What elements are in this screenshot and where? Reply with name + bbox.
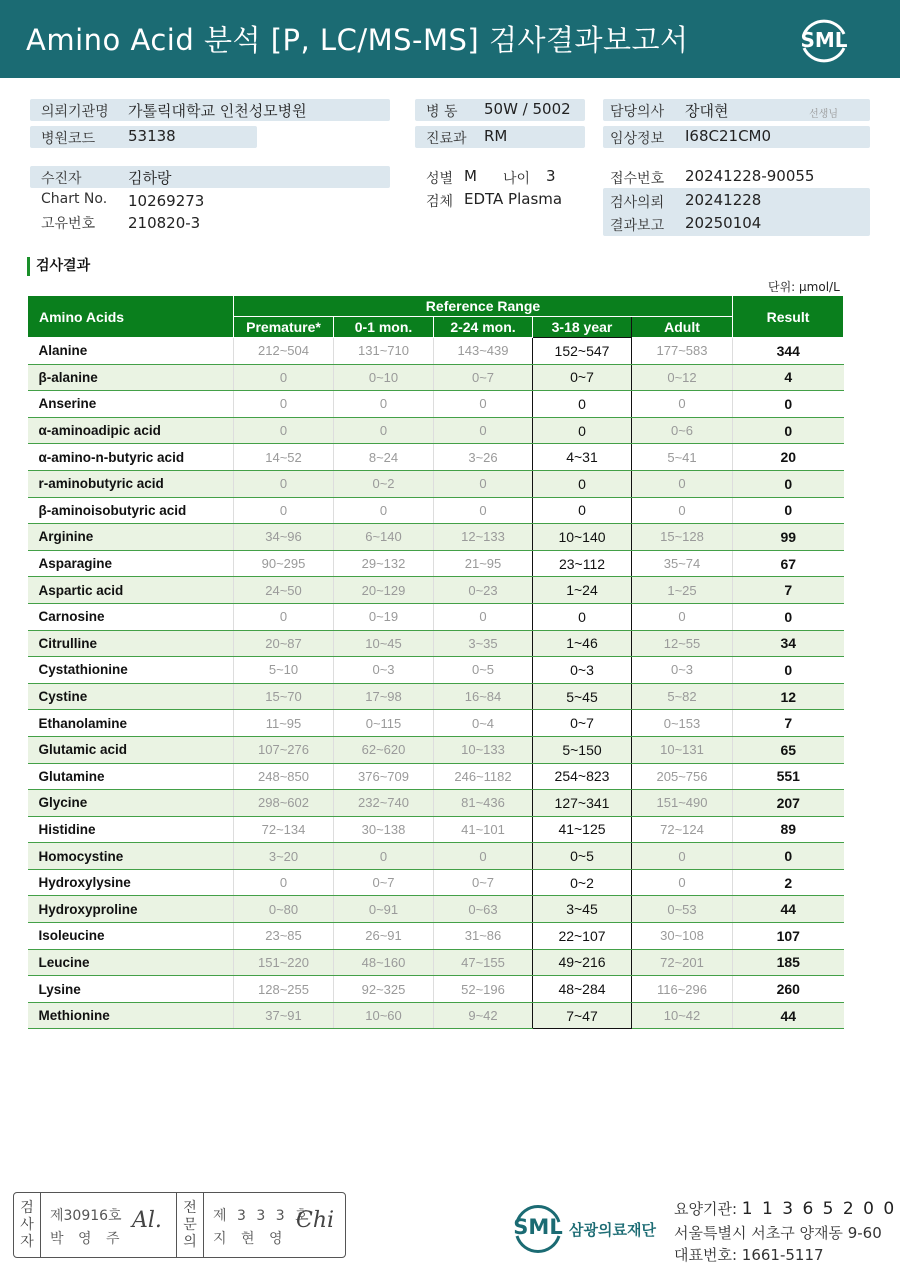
ref-2-24-mon: 12~133 — [434, 524, 533, 551]
ref-3-18-year: 127~341 — [533, 790, 632, 817]
table-row — [28, 949, 844, 976]
report-header — [0, 0, 900, 78]
ref-2-24-mon: 3~35 — [434, 630, 533, 657]
ref-adult: 116~296 — [632, 976, 733, 1003]
result-value: 207 — [733, 790, 844, 817]
ref-2-24-mon: 0~7 — [434, 364, 533, 391]
ref-3-18-year: 0 — [533, 603, 632, 630]
amino-acid-name: Leucine — [28, 949, 234, 976]
header-2-24-mon: 2-24 mon. — [434, 317, 533, 338]
ref-0-1-mon: 17~98 — [334, 683, 434, 710]
ref-adult: 10~131 — [632, 736, 733, 763]
patient-value: 김하랑 — [128, 169, 172, 187]
phone-label: 대표번호: — [674, 1246, 738, 1264]
ref-2-24-mon: 0~4 — [434, 710, 533, 737]
ref-2-24-mon: 246~1182 — [434, 763, 533, 790]
ref-0-1-mon: 376~709 — [334, 763, 434, 790]
ref-premature: 107~276 — [234, 736, 334, 763]
ref-2-24-mon: 0~23 — [434, 577, 533, 604]
receipt-label: 접수번호 — [610, 171, 665, 187]
ref-0-1-mon: 0~3 — [334, 657, 434, 684]
ref-adult: 35~74 — [632, 550, 733, 577]
ref-adult: 0 — [632, 869, 733, 896]
table-row — [28, 444, 844, 471]
ref-0-1-mon: 0 — [334, 843, 434, 870]
table-row — [28, 816, 844, 843]
specialist-label-char: 문 — [183, 1217, 197, 1233]
ref-2-24-mon: 0 — [434, 391, 533, 418]
ref-2-24-mon: 0 — [434, 497, 533, 524]
care-number: 1 1 3 6 5 2 0 0 — [741, 1199, 897, 1219]
amino-acid-name: Homocystine — [28, 843, 234, 870]
ref-3-18-year: 23~112 — [533, 550, 632, 577]
amino-acid-name: α-aminoadipic acid — [28, 417, 234, 444]
specialist-label-char: 의 — [183, 1234, 197, 1250]
header-3-18-year: 3-18 year — [533, 317, 632, 338]
result-value: 551 — [733, 763, 844, 790]
amino-acid-name: Methionine — [28, 1002, 234, 1029]
table-row — [28, 577, 844, 604]
divider — [203, 1193, 204, 1257]
specimen-value: EDTA Plasma — [464, 190, 563, 208]
ref-adult: 72~201 — [632, 949, 733, 976]
ref-adult: 151~490 — [632, 790, 733, 817]
ref-3-18-year: 0 — [533, 470, 632, 497]
ref-3-18-year: 5~45 — [533, 683, 632, 710]
patient-row-bg — [30, 166, 390, 188]
ref-adult: 0~153 — [632, 710, 733, 737]
results-table — [27, 295, 844, 1029]
report-title: Amino Acid 분석 [P, LC/MS-MS] 검사결과보고서 — [26, 23, 689, 57]
age-label: 나이 — [503, 171, 531, 187]
ref-2-24-mon: 21~95 — [434, 550, 533, 577]
ref-premature: 0~80 — [234, 896, 334, 923]
report-date-value: 20250104 — [685, 214, 762, 232]
ref-0-1-mon: 10~45 — [334, 630, 434, 657]
header-reference-range: Reference Range — [234, 296, 733, 317]
ref-premature: 37~91 — [234, 1002, 334, 1029]
ref-3-18-year: 10~140 — [533, 524, 632, 551]
ref-premature: 0 — [234, 417, 334, 444]
amino-acid-name: Carnosine — [28, 603, 234, 630]
ref-2-24-mon: 0~63 — [434, 896, 533, 923]
ref-2-24-mon: 0~7 — [434, 869, 533, 896]
clinical-label: 임상정보 — [610, 131, 665, 147]
ref-premature: 212~504 — [234, 338, 334, 365]
ref-premature: 0 — [234, 869, 334, 896]
ref-adult: 0~6 — [632, 417, 733, 444]
hospital-code-label: 병원코드 — [41, 131, 96, 147]
inspector-label-char: 자 — [20, 1234, 34, 1250]
unique-label: 고유번호 — [41, 216, 96, 232]
table-row — [28, 869, 844, 896]
table-row — [28, 417, 844, 444]
ref-3-18-year: 0~5 — [533, 843, 632, 870]
institution-value: 가톨릭대학교 인천성모병원 — [128, 102, 307, 120]
amino-acid-name: Glutamine — [28, 763, 234, 790]
ref-3-18-year: 5~150 — [533, 736, 632, 763]
signature-box — [13, 1192, 346, 1258]
ref-premature: 0 — [234, 497, 334, 524]
ref-0-1-mon: 0~91 — [334, 896, 434, 923]
header-amino-acids: Amino Acids — [28, 296, 234, 338]
result-value: 44 — [733, 1002, 844, 1029]
table-row — [28, 763, 844, 790]
table-row — [28, 338, 844, 365]
ref-premature: 0 — [234, 364, 334, 391]
specialist-signature: Chi — [296, 1208, 335, 1233]
ref-adult: 30~108 — [632, 923, 733, 950]
amino-acid-name: Isoleucine — [28, 923, 234, 950]
institution-label: 의뢰기관명 — [41, 104, 109, 120]
ref-premature: 0 — [234, 470, 334, 497]
ref-2-24-mon: 0 — [434, 417, 533, 444]
ref-premature: 15~70 — [234, 683, 334, 710]
unique-value: 210820-3 — [128, 214, 201, 232]
amino-acid-name: α-amino-n-butyric acid — [28, 444, 234, 471]
ref-2-24-mon: 31~86 — [434, 923, 533, 950]
ref-premature: 5~10 — [234, 657, 334, 684]
ref-3-18-year: 254~823 — [533, 763, 632, 790]
table-row — [28, 896, 844, 923]
ref-adult: 0 — [632, 603, 733, 630]
sml-logo-icon — [796, 12, 852, 68]
result-value: 44 — [733, 896, 844, 923]
result-value: 0 — [733, 603, 844, 630]
ref-0-1-mon: 0~7 — [334, 869, 434, 896]
result-value: 0 — [733, 497, 844, 524]
amino-acid-name: Alanine — [28, 338, 234, 365]
ref-0-1-mon: 0 — [334, 391, 434, 418]
ref-3-18-year: 0~3 — [533, 657, 632, 684]
report-date-label: 결과보고 — [610, 218, 665, 234]
ref-adult: 0~12 — [632, 364, 733, 391]
table-row — [28, 603, 844, 630]
patient-label: 수진자 — [41, 171, 82, 187]
department-value: RM — [484, 127, 508, 145]
result-value: 7 — [733, 710, 844, 737]
unit-label: 단위: μmol/L — [768, 280, 840, 294]
ref-premature: 14~52 — [234, 444, 334, 471]
header-logo-text: SML — [800, 28, 848, 52]
ref-2-24-mon: 0 — [434, 843, 533, 870]
ref-0-1-mon: 26~91 — [334, 923, 434, 950]
ref-3-18-year: 0 — [533, 417, 632, 444]
table-row — [28, 1002, 844, 1029]
sex-label: 성별 — [426, 171, 454, 187]
result-value: 4 — [733, 364, 844, 391]
ref-3-18-year: 22~107 — [533, 923, 632, 950]
table-row — [28, 524, 844, 551]
ref-0-1-mon: 232~740 — [334, 790, 434, 817]
inspector-label-char: 검 — [20, 1200, 34, 1216]
section-title: 검사결과 — [27, 257, 90, 276]
amino-acid-name: Glutamic acid — [28, 736, 234, 763]
ref-premature: 24~50 — [234, 577, 334, 604]
amino-acid-name: Hydroxyproline — [28, 896, 234, 923]
amino-acid-name: Anserine — [28, 391, 234, 418]
inspector-number: 제30916호 — [50, 1208, 122, 1224]
table-row — [28, 710, 844, 737]
ref-2-24-mon: 0~5 — [434, 657, 533, 684]
ref-adult: 0 — [632, 497, 733, 524]
table-row — [28, 364, 844, 391]
table-row — [28, 550, 844, 577]
ref-2-24-mon: 52~196 — [434, 976, 533, 1003]
ref-premature: 151~220 — [234, 949, 334, 976]
inspector-name: 박 영 주 — [50, 1231, 125, 1247]
ref-3-18-year: 0~2 — [533, 869, 632, 896]
address: 서울특별시 서초구 양재동 9-60 — [674, 1224, 882, 1242]
ref-3-18-year: 1~46 — [533, 630, 632, 657]
ref-3-18-year: 41~125 — [533, 816, 632, 843]
ref-premature: 0 — [234, 391, 334, 418]
result-value: 0 — [733, 843, 844, 870]
amino-acid-name: β-alanine — [28, 364, 234, 391]
clinical-value: I68C21CM0 — [685, 127, 772, 145]
specialist-number: 제 3 3 3 호 — [213, 1208, 312, 1224]
doctor-value: 장대현 — [685, 102, 729, 120]
ref-0-1-mon: 0~2 — [334, 470, 434, 497]
result-value: 34 — [733, 630, 844, 657]
table-row — [28, 976, 844, 1003]
ref-0-1-mon: 6~140 — [334, 524, 434, 551]
result-value: 344 — [733, 338, 844, 365]
ref-adult: 12~55 — [632, 630, 733, 657]
ref-premature: 248~850 — [234, 763, 334, 790]
table-row — [28, 790, 844, 817]
receipt-value: 20241228-90055 — [685, 167, 815, 185]
amino-acid-name: Cystathionine — [28, 657, 234, 684]
specialist-vertical-label — [181, 1200, 199, 1251]
ward-label: 병 동 — [426, 104, 458, 120]
ref-3-18-year: 0 — [533, 497, 632, 524]
ref-0-1-mon: 0~10 — [334, 364, 434, 391]
care-number-line — [674, 1198, 896, 1219]
header-0-1-mon: 0-1 mon. — [334, 317, 434, 338]
sex-value: M — [464, 167, 477, 185]
ref-premature: 34~96 — [234, 524, 334, 551]
phone-line — [674, 1244, 824, 1265]
header-result: Result — [733, 296, 844, 338]
result-value: 0 — [733, 470, 844, 497]
result-value: 65 — [733, 736, 844, 763]
ref-adult: 0~53 — [632, 896, 733, 923]
ref-premature: 298~602 — [234, 790, 334, 817]
table-row — [28, 630, 844, 657]
header-premature: Premature* — [234, 317, 334, 338]
ref-premature: 3~20 — [234, 843, 334, 870]
ref-0-1-mon: 48~160 — [334, 949, 434, 976]
result-value: 260 — [733, 976, 844, 1003]
ref-premature: 0 — [234, 603, 334, 630]
table-row — [28, 497, 844, 524]
ref-2-24-mon: 10~133 — [434, 736, 533, 763]
doctor-label: 담당의사 — [610, 104, 665, 120]
ref-0-1-mon: 30~138 — [334, 816, 434, 843]
inspector-label-char: 사 — [20, 1217, 34, 1233]
hospital-code-value: 53138 — [128, 127, 176, 145]
result-value: 0 — [733, 391, 844, 418]
ref-3-18-year: 0~7 — [533, 710, 632, 737]
ref-3-18-year: 0 — [533, 391, 632, 418]
ref-0-1-mon: 92~325 — [334, 976, 434, 1003]
ref-2-24-mon: 41~101 — [434, 816, 533, 843]
ref-adult: 15~128 — [632, 524, 733, 551]
ref-0-1-mon: 0 — [334, 497, 434, 524]
ref-adult: 0 — [632, 391, 733, 418]
ref-adult: 72~124 — [632, 816, 733, 843]
ref-0-1-mon: 29~132 — [334, 550, 434, 577]
table-row — [28, 391, 844, 418]
ref-0-1-mon: 0~19 — [334, 603, 434, 630]
ref-adult: 205~756 — [632, 763, 733, 790]
ref-adult: 0 — [632, 470, 733, 497]
request-label: 검사의뢰 — [610, 195, 665, 211]
amino-acid-name: Aspartic acid — [28, 577, 234, 604]
ref-adult: 1~25 — [632, 577, 733, 604]
ref-3-18-year: 48~284 — [533, 976, 632, 1003]
amino-acid-name: β-aminoisobutyric acid — [28, 497, 234, 524]
result-value: 107 — [733, 923, 844, 950]
header-adult: Adult — [632, 317, 733, 338]
ref-premature: 20~87 — [234, 630, 334, 657]
result-value: 185 — [733, 949, 844, 976]
result-value: 0 — [733, 657, 844, 684]
ref-0-1-mon: 8~24 — [334, 444, 434, 471]
specialist-label-char: 전 — [183, 1200, 197, 1216]
ref-2-24-mon: 9~42 — [434, 1002, 533, 1029]
amino-acid-name: Hydroxylysine — [28, 869, 234, 896]
amino-acid-name: Arginine — [28, 524, 234, 551]
ref-3-18-year: 3~45 — [533, 896, 632, 923]
ref-3-18-year: 49~216 — [533, 949, 632, 976]
amino-acid-name: Citrulline — [28, 630, 234, 657]
care-label: 요양기관: — [674, 1200, 738, 1218]
foundation-logo-text: SML — [513, 1215, 563, 1239]
ref-2-24-mon: 143~439 — [434, 338, 533, 365]
department-label: 진료과 — [426, 131, 467, 147]
ref-adult: 5~41 — [632, 444, 733, 471]
result-value: 99 — [733, 524, 844, 551]
ref-premature: 90~295 — [234, 550, 334, 577]
divider — [40, 1193, 41, 1257]
amino-acid-name: Glycine — [28, 790, 234, 817]
age-value: 3 — [546, 167, 556, 185]
result-value: 7 — [733, 577, 844, 604]
ref-adult: 10~42 — [632, 1002, 733, 1029]
ref-2-24-mon: 0 — [434, 470, 533, 497]
amino-acid-name: r-aminobutyric acid — [28, 470, 234, 497]
ref-3-18-year: 7~47 — [533, 1002, 632, 1029]
result-value: 89 — [733, 816, 844, 843]
ref-0-1-mon: 0~115 — [334, 710, 434, 737]
ref-2-24-mon: 81~436 — [434, 790, 533, 817]
specialist-name: 지 현 영 — [213, 1231, 288, 1247]
ref-3-18-year: 0~7 — [533, 364, 632, 391]
results-body — [28, 338, 844, 1029]
table-row — [28, 657, 844, 684]
foundation-logo-icon — [510, 1200, 565, 1255]
inspector-vertical-label — [18, 1200, 36, 1251]
ref-adult: 0~3 — [632, 657, 733, 684]
ref-0-1-mon: 131~710 — [334, 338, 434, 365]
ref-2-24-mon: 47~155 — [434, 949, 533, 976]
divider — [176, 1193, 177, 1257]
amino-acid-name: Histidine — [28, 816, 234, 843]
ref-3-18-year: 152~547 — [533, 338, 632, 365]
ref-premature: 23~85 — [234, 923, 334, 950]
table-row — [28, 683, 844, 710]
inspector-signature: Al. — [132, 1208, 162, 1233]
specimen-label: 검체 — [426, 194, 454, 210]
table-row — [28, 470, 844, 497]
ref-0-1-mon: 0 — [334, 417, 434, 444]
ref-adult: 5~82 — [632, 683, 733, 710]
amino-acid-name: Lysine — [28, 976, 234, 1003]
phone-number: 1661-5117 — [741, 1246, 824, 1264]
ref-adult: 0 — [632, 843, 733, 870]
ref-0-1-mon: 20~129 — [334, 577, 434, 604]
result-value: 2 — [733, 869, 844, 896]
ref-0-1-mon: 62~620 — [334, 736, 434, 763]
chart-value: 10269273 — [128, 192, 205, 210]
result-value: 0 — [733, 417, 844, 444]
ref-premature: 128~255 — [234, 976, 334, 1003]
table-row — [28, 736, 844, 763]
result-value: 67 — [733, 550, 844, 577]
amino-acid-name: Cystine — [28, 683, 234, 710]
ref-premature: 11~95 — [234, 710, 334, 737]
request-value: 20241228 — [685, 191, 762, 209]
result-value: 12 — [733, 683, 844, 710]
result-value: 20 — [733, 444, 844, 471]
ref-0-1-mon: 10~60 — [334, 1002, 434, 1029]
amino-acid-name: Asparagine — [28, 550, 234, 577]
ward-value: 50W / 5002 — [484, 100, 571, 118]
amino-acid-name: Ethanolamine — [28, 710, 234, 737]
ref-2-24-mon: 0 — [434, 603, 533, 630]
ref-adult: 177~583 — [632, 338, 733, 365]
chart-label: Chart No. — [41, 191, 108, 207]
ref-3-18-year: 4~31 — [533, 444, 632, 471]
doctor-suffix: 선생님 — [809, 109, 838, 120]
foundation-name: 삼광의료재단 — [569, 1221, 656, 1239]
ref-premature: 72~134 — [234, 816, 334, 843]
ref-3-18-year: 1~24 — [533, 577, 632, 604]
ref-2-24-mon: 3~26 — [434, 444, 533, 471]
ref-2-24-mon: 16~84 — [434, 683, 533, 710]
table-row — [28, 923, 844, 950]
table-row — [28, 843, 844, 870]
